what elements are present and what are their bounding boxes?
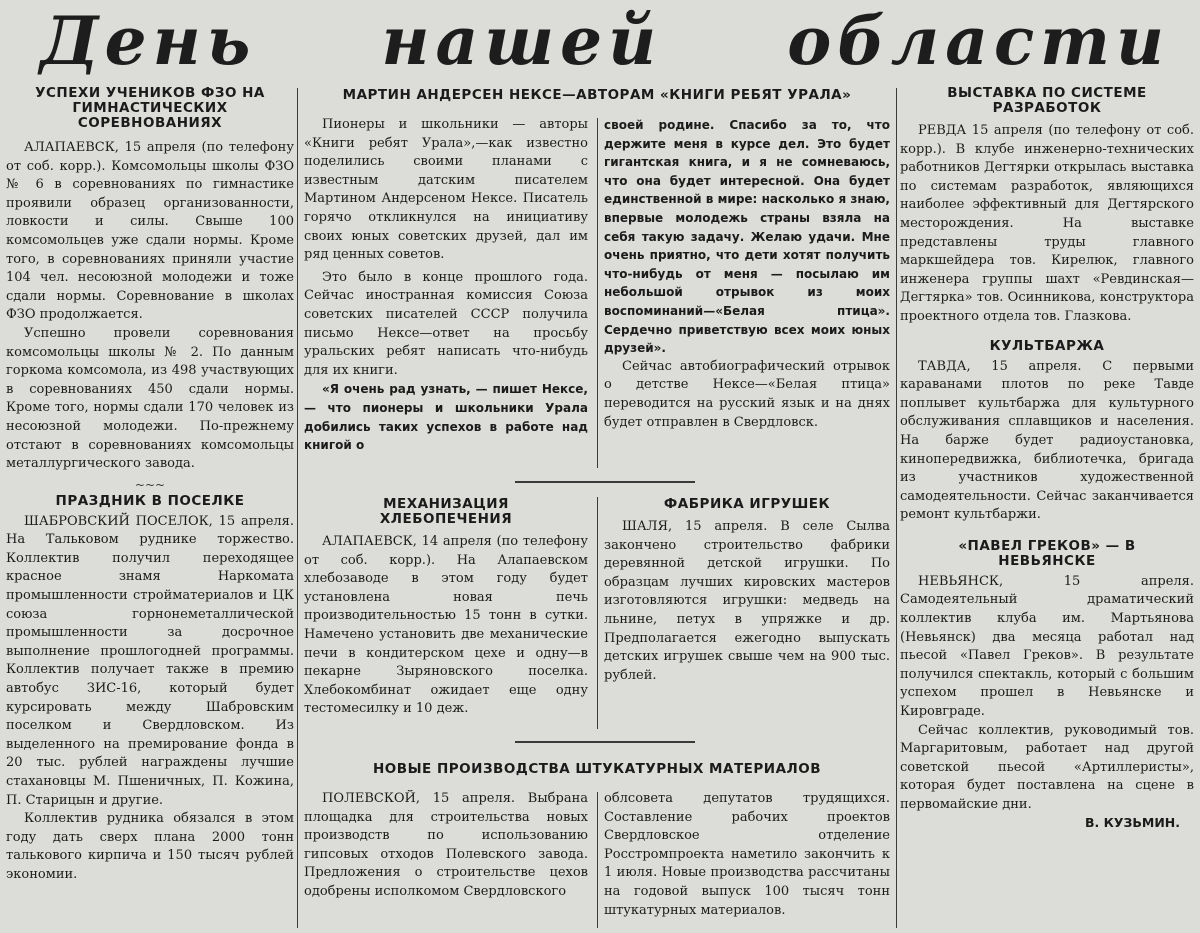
article-title-plaster: НОВЫЕ ПРОИЗВОДСТВА ШТУКАТУРНЫХ МАТЕРИАЛОВ (373, 762, 821, 777)
article-text: Сейчас автобиографический отрывок о детстве Нексе—«Белая птица» переводится на русский язык и на днях будет отправлен в Свердловск. (604, 358, 890, 430)
article-text: Это было в конце прошлого года. Сейчас иностранная комиссия Союза советских писателей СССР получила письмо Нексе—ответ на просьбу уральских ребят написать что-нибудь для их книги. (304, 269, 588, 378)
article-title-prazdnik: ПРАЗДНИК В ПОСЕЛКЕ (55, 492, 245, 509)
article-signature: В. КУЗЬМИН. (1084, 814, 1180, 830)
column-2-top (304, 116, 588, 476)
article-text: РЕВДА 15 апреля (по телефону от соб. корр.). В клубе инженерно-технических работников Дегтярки открылась выставка по системам разработок, являющихся наиболее эффективный для Дегтярского месторождения. На выставке представлены труды главного маркшейдера тов. Кирелюк, главного инженера группы шахт «Ревдинская—Дегтярка» тов. Осинникова, конструктора проектного отдела тов. Глазкова. (900, 123, 1194, 324)
column-1 (6, 86, 294, 931)
article-text: Успешно провели соревнования комсомольцы школы № 2. По данным горкома комсомола, из 498 участвующих в соревнованиях 450 сдали нормы. Кроме того, нормы сдали 170 человек из несоюзной молодежи. По-прежнему отстают в соревнованиях комсомольцы металлургического завода. (6, 325, 294, 472)
article-text: ПОЛЕВСКОЙ, 15 апреля. Выбрана площадка для строительства новых производств по использованию гипсовых отходов Полевского завода. Предложения о строительстве цехов одобрены исполкомом Свердловского (304, 791, 588, 899)
masthead-word-2: нашей (381, 2, 663, 80)
column-rule (896, 88, 897, 928)
article-text: Коллектив рудника обязался в этом году дать сверх плана 2000 тонн талькового кирпича и 150 тысяч рублей экономии. (6, 811, 294, 882)
article-title-nexo: МАРТИН АНДЕРСЕН НЕКСЕ—АВТОРАМ «КНИГИ РЕБЯТ УРАЛА» (342, 87, 852, 103)
column-2-bottom (304, 790, 588, 930)
article-text: ШАБРОВСКИЙ ПОСЕЛОК, 15 апреля. На Тальковом руднике торжество. Коллектив получил переходящее красное знамя Наркомата промышленности стройматериалов и ЦК союза горнонеметаллической промышленности за досрочное выполнение прошлогодней программы. Коллектив получает также в премию автобус ЗИС-16, который будет курсировать между Шабровским поселком и Свердловском. Из выделенного на премирование фонда в 20 тыс. рублей награждены лучшие стахановцы М. Пшеничных, П. Кожина, П. Старицын и другие. (6, 513, 294, 808)
article-title-kultbarzha: КУЛЬТБАРЖА (989, 337, 1105, 354)
masthead-word-3: области (787, 2, 1170, 80)
article-text: НЕВЬЯНСК, 15 апреля. Самодеятельный драматический коллектив клуба им. Мартьянова (Невьянск) два месяца работал над пьесой «Павел Греков». В результате получился спектакль, который с большим успехом прошел в Невьянске и Кировграде. (900, 573, 1194, 720)
headline-nexo-block (302, 86, 892, 118)
column-rule (597, 118, 598, 468)
article-title-toys: ФАБРИКА ИГРУШЕК (663, 497, 831, 512)
headline-plaster-block (302, 762, 892, 792)
article-title-grekov: «ПАВЕЛ ГРЕКОВ» — В НЕВЬЯНСКЕ (958, 537, 1136, 569)
article-text: АЛАПАЕВСК, 14 апреля (по телефону от соб. корр.). На Алапаевском хлебозаводе в этом году будет установлена новая печь производительностью 15 тонн в сутки. Намечено установить две механические печи в кондитерском цехе и одну—в пекарне Зыряновского поселка. Хлебокомбинат ожидает еще одну тестомесилку и 10 деж. (304, 534, 588, 717)
article-title-exhibition: ВЫСТАВКА ПО СИСТЕМЕ РАЗРАБОТОК (947, 86, 1147, 116)
column-rule (597, 792, 598, 928)
masthead-word-1: День (40, 2, 257, 80)
divider-ornament: ~~~ (134, 477, 166, 492)
masthead (0, 0, 1200, 82)
section-rule (515, 741, 695, 743)
column-3-bottom (604, 790, 890, 930)
article-title-fzo: УСПЕХИ УЧЕНИКОВ ФЗО НА ГИМНАСТИЧЕСКИХ СОРЕВНОВАНИЯХ (35, 86, 265, 131)
article-text: ТАВДА, 15 апреля. С первыми караванами плотов по реке Тавде поплывет культбаржа для культурного обслуживания сплавщиков и населения. На барже будет радиоустановка, кинопередвижка, библиотечка, бригада из участников художественной самодеятельности. Сейчас заканчивается ремонт культбаржи. (900, 358, 1194, 523)
column-rule (597, 497, 598, 729)
article-text: ШАЛЯ, 15 апреля. В селе Сылва закончено строительство фабрики деревянной детской игрушки. По образцам лучших кировских мастеров изготовляются игрушки: медведь на льнине, петух в упряжке и др. Предполагается ежегодно выпускать детских игрушек свыше чем на 900 тыс. рублей. (604, 519, 890, 683)
column-3-top (604, 116, 890, 476)
article-text: Пионеры и школьники — авторы «Книги ребят Урала»,—как известно поделились своими планами с известным датским писателем Мартином Андерсеном Нексе. Писатель горячо откликнулся на инициативу своих юных советских друзей, дал им ряд ценных советов. (304, 117, 588, 263)
article-title-mechanization: МЕХАНИЗАЦИЯ ХЛЕБОПЕЧЕНИЯ (379, 497, 513, 527)
column-2-mid (304, 497, 588, 737)
article-quote: своей родине. Спасибо за то, что держите меня в курсе дел. Это будет гигантская книга, и я не сомневаюсь, что она будет интересной. Она будет единственной в мире: насколько я знаю, впервые молодежь страны взяла на себя такую задачу. Желаю удачи. Мне очень приятно, что дети хотят получить что-нибудь от меня — посылаю им небольшой отрывок из моих воспоминаний—«Белая птица». Сердечно приветствую всех моих юных друзей». (604, 118, 890, 356)
column-4 (900, 86, 1194, 931)
column-rule (297, 88, 298, 928)
section-rule (515, 481, 695, 483)
article-quote: «Я очень рад узнать, — пишет Нексе, — что пионеры и школьники Урала добились таких успехов в работе над книгой о (304, 382, 588, 453)
article-text: Сейчас коллектив, руководимый тов. Маргаритовым, работает над другой советской пьесой «Артиллеристы», которая будет поставлена на сцене в первомайские дни. (900, 722, 1194, 812)
column-3-mid (604, 497, 890, 737)
article-text: АЛАПАЕВСК, 15 апреля (по телефону от соб. корр.). Комсомольцы школы ФЗО № 6 в соревнованиях по гимнастике проявили образец организованности, ловкости и силы. Свыше 100 комсомольцев уже сдали нормы. Кроме того, в соревнованиях приняли участие 104 чел. несоюзной молодежи и тоже сдали нормы. Соревнование в школах ФЗО продолжается. (6, 140, 294, 323)
article-text: облсовета депутатов трудящихся. Составление рабочих проектов Свердловское отделение Росстромпроекта наметило закончить к 1 июля. Новые производства рассчитаны на годовой выпуск 100 тысяч тонн штукатурных материалов. (604, 791, 890, 918)
